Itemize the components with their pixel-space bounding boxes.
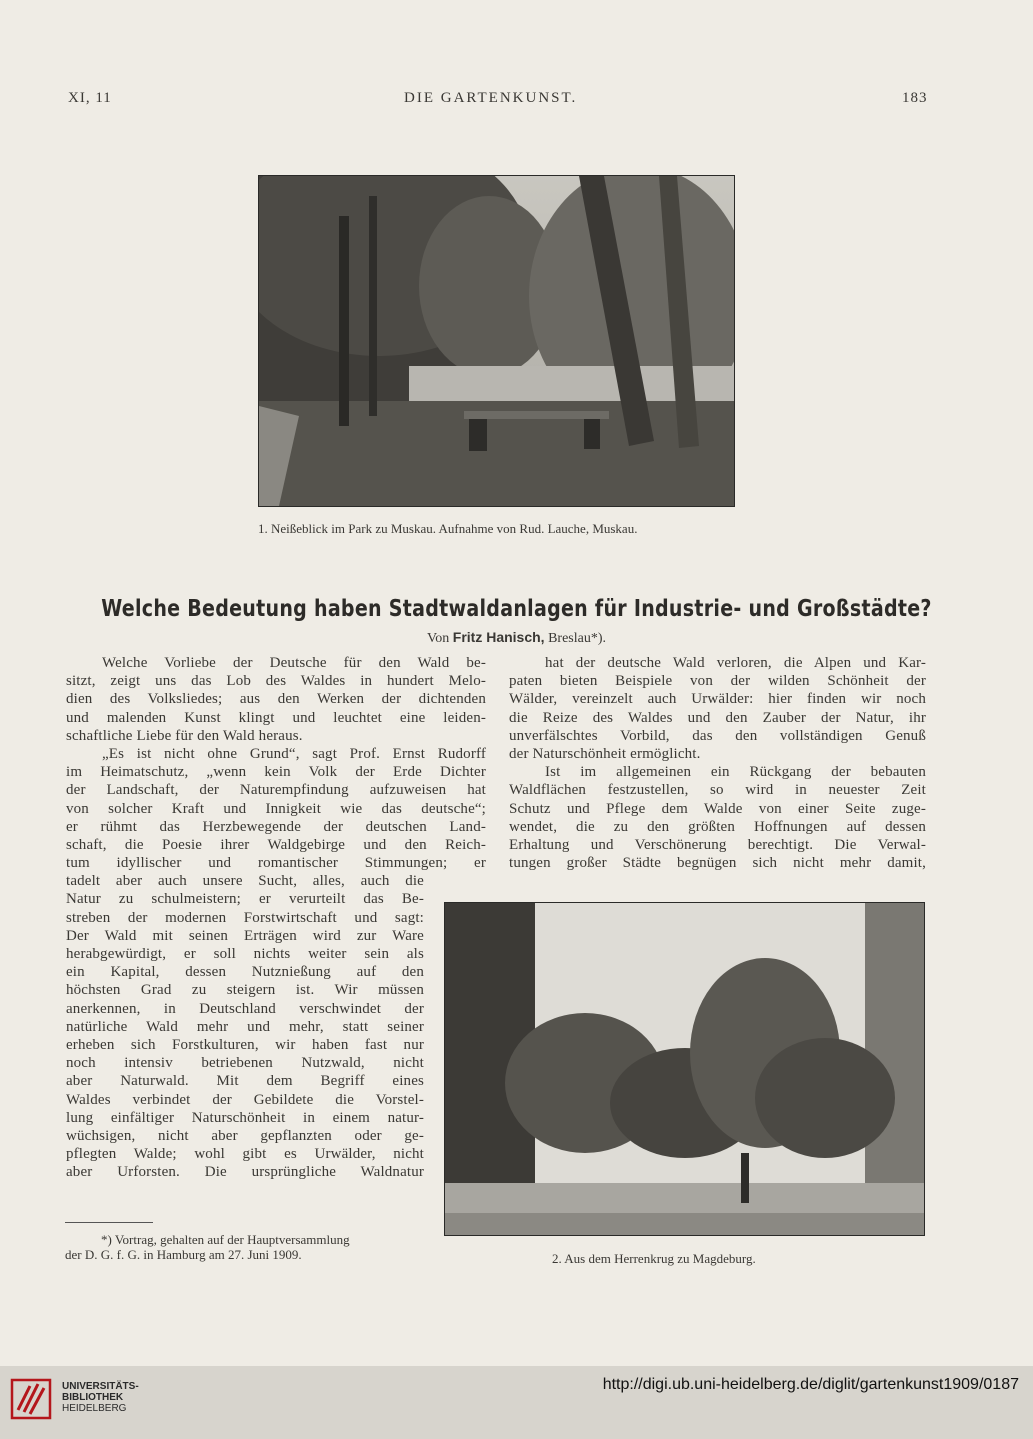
text-line: anerkennen, in Deutschland verschwindet der bbox=[66, 1000, 424, 1017]
text-line: herabgewürdigt, er soll nichts weiter sein als bbox=[66, 946, 424, 962]
footnote bbox=[65, 1232, 425, 1262]
text-line: Welche Vorliebe der Deutsche für den Wald be- bbox=[102, 655, 486, 671]
text-line: hat der deutsche Wald verloren, die Alpen und Kar- bbox=[545, 655, 926, 671]
library-name-line: BIBLIOTHEK bbox=[62, 1392, 124, 1403]
running-head-volume: XI, 11 bbox=[68, 90, 112, 106]
article-byline bbox=[0, 629, 1033, 647]
text-line: Waldflächen festzustellen, so wird in neuester Zeit bbox=[509, 782, 926, 799]
text-line: der Naturschönheit ermöglicht. bbox=[509, 745, 701, 762]
text-line: Waldes verbindet der Gebildete die Vorstel- bbox=[66, 1091, 424, 1108]
running-head-journal: DIE GARTENKUNST. bbox=[404, 90, 578, 106]
right-column bbox=[509, 654, 926, 872]
text-line: Natur zu schulmeistern; er verurteilt das Be- bbox=[66, 891, 424, 908]
footnote-line: der D. G. f. G. in Hamburg am 27. Juni 1909. bbox=[65, 1247, 302, 1262]
text-line: Ist im allgemeinen ein Rückgang der bebauten bbox=[545, 764, 926, 781]
page-number: 183 bbox=[902, 90, 928, 106]
text-line: der Landschaft, der Naturempfindung aufzuweisen hat bbox=[66, 782, 486, 799]
library-logo-icon bbox=[10, 1376, 52, 1420]
photo-herrenkrug-park bbox=[444, 902, 925, 1236]
article-title: Welche Bedeutung haben Stadtwaldanlagen für Industrie- und Großstädte? bbox=[101, 596, 932, 622]
text-line: dien des Volksliedes; aus den Werken der dichtenden bbox=[66, 691, 486, 708]
text-line: pflegten Walde; wohl gibt es Urwälder, nicht bbox=[66, 1146, 424, 1163]
text-line: „Es ist nicht ohne Grund“, sagt Prof. Ernst Rudorff bbox=[102, 745, 486, 762]
text-line: unverfälschtes Vorbild, das den vollständigen Genuß bbox=[509, 727, 926, 744]
text-line: er rühmt das Herzbewegende der deutschen Land- bbox=[66, 818, 486, 835]
text-line: streben der modernen Forstwirtschaft und sagt: bbox=[66, 909, 424, 926]
footnote-line: *) Vortrag, gehalten auf der Hauptversammlung bbox=[101, 1232, 350, 1247]
library-name-line: HEIDELBERG bbox=[62, 1403, 127, 1414]
author-name: Fritz Hanisch, bbox=[452, 629, 545, 645]
figure-2-caption: 2. Aus dem Herrenkrug zu Magdeburg. bbox=[552, 1251, 756, 1266]
source-url-link[interactable]: http://digi.ub.uni-heidelberg.de/diglit/gartenkunst1909/0187 bbox=[602, 1376, 1019, 1393]
text-line: die Reize des Waldes und den Zauber der Natur, ihr bbox=[509, 709, 926, 726]
library-name bbox=[62, 1381, 139, 1414]
text-line: lung einfältiger Naturschönheit in einem natur- bbox=[66, 1109, 424, 1126]
text-line: natürliche Wald mehr und mehr, statt seiner bbox=[66, 1018, 424, 1035]
photo-neisse-view bbox=[258, 175, 735, 507]
text-line: und malenden Kunst klingt und leuchtet eine leiden- bbox=[66, 709, 486, 726]
footnote-rule bbox=[65, 1222, 153, 1223]
text-line: noch intensiv betriebenen Nutzwald, nicht bbox=[66, 1055, 424, 1072]
text-line: Erhaltung und Verschönerung berechtigt. Die Verwal- bbox=[509, 836, 926, 853]
text-line: erheben sich Forstkulturen, wir haben fast nur bbox=[66, 1036, 424, 1053]
text-line: Wälder, vereinzelt auch Urwälder: hier finden wir noch bbox=[509, 691, 926, 708]
text-line: von solcher Kraft und Innigkeit wie das deutsche“; bbox=[66, 800, 486, 817]
text-line: tum idyllischer und romantischer Stimmungen; er bbox=[66, 855, 486, 872]
author-location: Breslau*). bbox=[548, 631, 607, 646]
text-line: Der Wald mit seinen Erträgen wird zur Ware bbox=[66, 927, 424, 944]
text-line: wendet, die zu den größten Hoffnungen auf dessen bbox=[509, 818, 926, 835]
text-line: höchsten Grad zu steigern ist. Wir müssen bbox=[66, 982, 424, 999]
text-line: tungen großer Städte begnügen sich nicht mehr damit, bbox=[509, 855, 926, 872]
byline-prefix: Von bbox=[426, 631, 450, 646]
text-line: schaft, die Poesie ihrer Waldgebirge und den Reich- bbox=[66, 836, 486, 853]
text-line: aber Naturwald. Mit dem Begriff eines bbox=[66, 1073, 424, 1090]
text-line: sitzt, zeigt uns das Lob des Waldes in hundert Melo- bbox=[66, 673, 486, 690]
text-line: paten bieten Beispiele von der wilden Schönheit der bbox=[509, 673, 926, 690]
text-line: wüchsigen, nicht aber gepflanzten oder ge- bbox=[66, 1127, 424, 1144]
text-line: im Heimatschutz, „wenn kein Volk der Erde Dichter bbox=[66, 764, 486, 781]
text-line: Schutz und Pflege dem Walde von einer Seite zuge- bbox=[509, 800, 926, 817]
left-column bbox=[66, 654, 486, 1181]
text-line: aber Urforsten. Die ursprüngliche Waldnatur bbox=[66, 1164, 424, 1181]
text-line: ein Kapital, dessen Nutznießung auf den bbox=[66, 964, 424, 981]
text-line: schaftliche Liebe für den Wald heraus. bbox=[66, 727, 303, 744]
library-name-line: UNIVERSITÄTS- bbox=[62, 1381, 139, 1392]
figure-1-caption: 1. Neißeblick im Park zu Muskau. Aufnahme von Rud. Lauche, Muskau. bbox=[258, 521, 638, 536]
text-line: tadelt aber auch unsere Sucht, alles, auch die bbox=[66, 873, 424, 890]
